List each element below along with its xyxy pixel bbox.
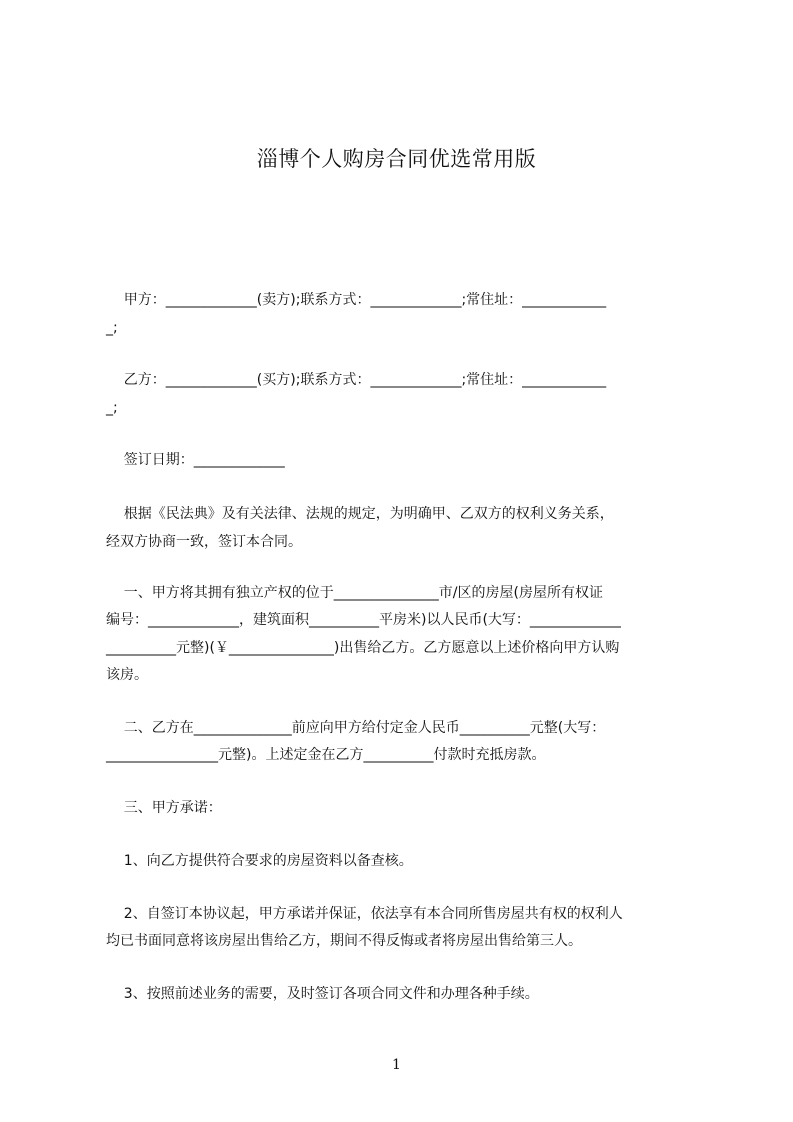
clause-3-item-2-line-2: 均已书面同意将该房屋出售给乙方，期间不得反悔或者将房屋出售给第三人。 xyxy=(106,933,582,949)
party-a-line: 甲方：_____________(卖方);联系方式：_____________;常住址：____________ xyxy=(106,292,607,308)
clause-3-item-3: 3、按照前述业务的需要，及时签订各项合同文件和办理各种手续。 xyxy=(106,986,539,1002)
clause-1-line-1: 一、甲方将其拥有独立产权的位于_______________市/区的房屋(房屋所有权证 xyxy=(106,585,603,601)
preamble-line-1: 根据《民法典》及有关法律、法规的规定，为明确甲、乙双方的权利义务关系， xyxy=(106,506,614,522)
party-a-line-cont: _; xyxy=(106,320,118,336)
document-title: 淄博个人购房合同优选常用版 xyxy=(256,147,537,171)
clause-3-item-2-line-1: 2、自签订本协议起，甲方承诺并保证，依法享有本合同所售房屋共有权的权利人 xyxy=(106,906,623,922)
party-b-line-cont: _; xyxy=(106,400,118,416)
clause-2-line-2: ________________元整)。上述定金在乙方__________付款时充抵房款。 xyxy=(106,747,546,763)
clause-2-line-1: 二、乙方在______________前应向甲方给付定金人民币__________元整(大写： xyxy=(106,720,606,736)
clause-1-line-4: 该房。 xyxy=(106,667,148,683)
preamble-line-2: 经双方协商一致，签订本合同。 xyxy=(106,534,302,550)
clause-3-item-1: 1、向乙方提供符合要求的房屋资料以备查核。 xyxy=(106,853,413,869)
party-b-line: 乙方：_____________(买方);联系方式：_____________;常住址：____________ xyxy=(106,372,607,388)
clause-3-heading: 三、甲方承诺： xyxy=(106,800,222,816)
page-number: 1 xyxy=(392,1057,401,1073)
clause-1-line-2: 编号：_____________，建筑面积__________平房米)以人民币(大写：_____________ xyxy=(106,612,621,628)
sign-date-line: 签订日期：_____________ xyxy=(106,452,285,468)
clause-1-line-3: __________元整)(￥_______________)出售给乙方。乙方愿意以上述价格向甲方认购 xyxy=(106,640,620,656)
